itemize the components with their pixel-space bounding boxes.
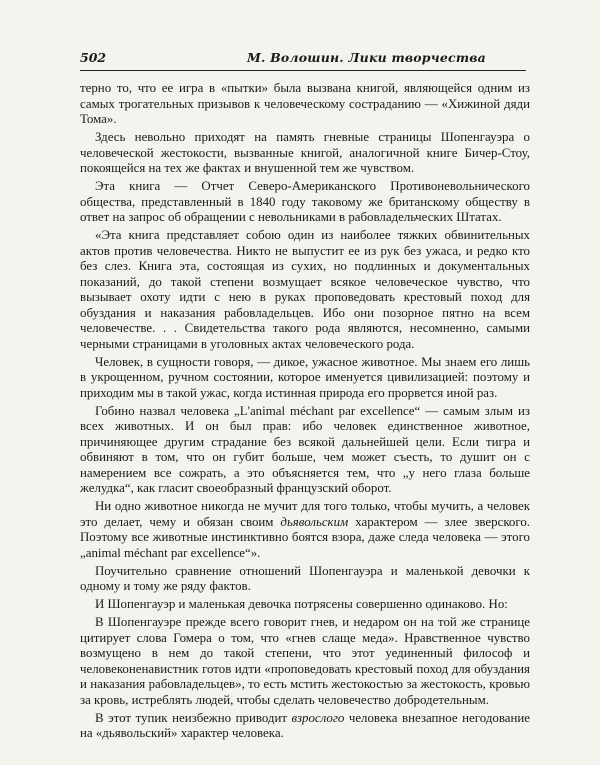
page-header bbox=[80, 50, 526, 71]
page-number: 502 bbox=[80, 50, 107, 65]
paragraph-8: Поучительно сравнение отношений Шопенгауэра и маленькой девочки к одному и тому же ряду фактов. bbox=[80, 563, 530, 593]
paragraph-7-emphasis: дьявольским bbox=[280, 514, 349, 529]
running-title: М. Волошин. Лики творчества bbox=[246, 50, 486, 65]
paragraph-11-text-a: В этот тупик неизбежно приводит bbox=[95, 710, 292, 725]
paragraph-2: Здесь невольно приходят на память гневные страницы Шопенгауэра о человеческой жестокости, вызванные книгой, аналогичной книге Бичер-Стоу, покоящейся на тех же фактах и внушенной тем же чувством. bbox=[80, 130, 530, 175]
paragraph-5-quote: Человек, в сущности говоря, — дикое, ужасное животное. Мы знаем его лишь в укрощенном, ручном состоянии, которое именуется цивилизацией: поэтому и приходим мы в такой ужас, когда истинная природа его прорвется иной раз. bbox=[80, 354, 530, 400]
paragraph-9: И Шопенгауэр и маленькая девочка потрясены совершенно одинаково. Но: bbox=[95, 597, 508, 611]
paragraph-10: В Шопенгауэре прежде всего говорит гнев, и недаром он на той же странице цитирует слова Гомера о том, что «гнев слаще меда». Нравственное чувство возмущено в нем до такой степени, что этот уединенный философ и человеконенавистник готов идти «проповедовать крестовый поход для обуздания и наказания рабовладельцев», то есть мстить жестокостью за жестокость, кровью за кровь, истреблять людей, чтобы сделать человечество добродетельным. bbox=[80, 615, 530, 707]
paragraph-11 bbox=[80, 711, 530, 742]
body-text bbox=[80, 81, 530, 744]
paragraph-11-text-b: человека внезапное негодование на «дьявольский» характер человека. bbox=[80, 710, 530, 740]
paragraph-6-quote: Гобино назвал человека „L'animal méchant par excellence“ — самым злым из всех животных. И он был прав: ибо человек единственное животное, причиняющее другим страдание без всякой дальнейшей цели. Если тигра и обвиняют в том, что он губит больше, чем может съесть, то душит он с намерением все сожрать, а это объясняется тем, что „у него глаза больше желудка“, как гласит своеобразный французский оборот. bbox=[80, 403, 530, 495]
paragraph-7-quote bbox=[80, 499, 530, 561]
paragraph-3: Эта книга — Отчет Северо-Американского Противоневольнического общества, представленный в 1840 году таковому же британскому обществу в ответ на запрос об обращении с невольниками в рабовладельческих Штатах. bbox=[80, 179, 530, 224]
paragraph-7-text-b: характером — злее зверского. Поэтому все животные инстинктивно боятся взора, даже следа человека — этого „animal méchant par excellence“». bbox=[80, 514, 530, 560]
paragraph-1: терно то, что ее игра в «пытки» была вызвана книгой, являющейся одним из самых трогательных призывов к человеческому состраданию — «Хижиной дяди Тома». bbox=[80, 81, 530, 126]
paragraph-11-emphasis: взрослого bbox=[291, 710, 345, 725]
paragraph-7-text-a: Ни одно животное никогда не мучит для того только, чтобы мучить, а человек это делает, чему и обязан своим bbox=[80, 499, 530, 529]
paragraph-4-quote: «Эта книга представляет собою один из наиболее тяжких обвинительных актов против человечества. Никто не выпустит ее из рук без ужаса, и редко кто без слез. Книга эта, состоящая из сухих, но подлинных и документальных показаний, до такой степени возмущает всякое человеческое чувство, что вызывает охоту идти с нею в руках проповедовать крестовый поход для обуздания и наказания рабовладельцев. Ибо они позорное пятно на всем человечестве. . . Свидетельства такого рода являются, несомненно, самыми черными страницами в уголовных актах человеческого рода. bbox=[80, 228, 530, 351]
